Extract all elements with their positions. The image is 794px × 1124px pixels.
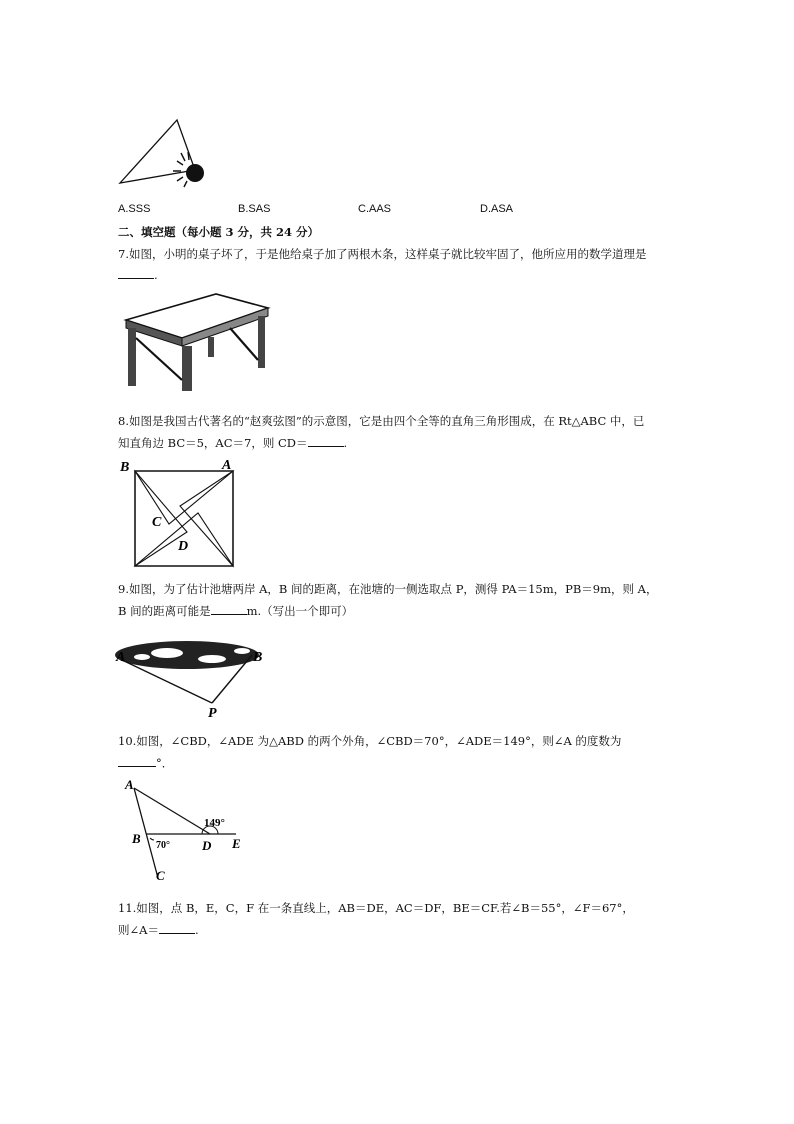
q9-line2-end: m.（写出一个即可）: [246, 604, 354, 618]
q11-line1: 11.如图，点 B，E，C，F 在一条直线上，AB＝DE，AC＝DF，BE＝CF.若∠B＝55°，∠F＝67°，: [118, 901, 634, 915]
q9-label-a: A: [116, 650, 126, 665]
q11-line2-text: 则∠A＝: [118, 923, 159, 937]
q10-label-d: D: [202, 838, 212, 853]
answer-blank: [159, 923, 195, 934]
q10-label-c: C: [156, 868, 165, 883]
q8-line1: 8.如图是我国古代著名的“赵爽弦图”的示意图，它是由四个全等的直角三角形围成，在 Rt△ABC 中，已: [118, 414, 645, 428]
q11-line2: [118, 922, 199, 938]
q10-label-b: B: [132, 831, 141, 846]
q7-table-figure: [118, 290, 278, 395]
q9-label-p: P: [208, 706, 217, 721]
q10-angle-70: 70°: [156, 840, 170, 851]
q8-line2: [118, 435, 347, 451]
q8-label-b: B: [120, 460, 130, 475]
answer-blank: [211, 604, 247, 615]
section-heading: 二、填空题（每小题 3 分，共 24 分）: [118, 225, 320, 239]
q9-line2: [118, 603, 353, 619]
q10-line1: 10.如图，∠CBD，∠ADE 为△ABD 的两个外角，∠CBD＝70°，∠ADE＝149°，则∠A 的度数为: [118, 734, 622, 748]
q8-zhaoshuang-figure: [118, 456, 238, 571]
q9-line2-start: B 间的距离可能是: [118, 604, 211, 618]
answer-blank: [118, 268, 154, 279]
q7-text: 7.如图，小明的桌子坏了，于是他给桌子加了两根木条，这样桌子就比较牢固了，他所应用的数学道理是: [118, 247, 647, 261]
answer-blank: [118, 756, 156, 767]
q9-line1: 9.如图，为了估计池塘两岸 A，B 间的距离，在池塘的一侧选取点 P，测得 PA＝15m，PB＝9m，则 A，: [118, 582, 658, 596]
q7-tail: .: [154, 268, 158, 282]
option-c: C.AAS: [358, 203, 392, 215]
option-d: D.ASA: [480, 203, 514, 215]
option-a: A.SSS: [118, 203, 151, 215]
q7-answer-line: [118, 268, 158, 282]
q10-tail: °．: [156, 756, 174, 770]
q10-label-a: A: [125, 777, 134, 792]
q6-triangle-figure: [115, 115, 215, 195]
q8-label-d: D: [178, 539, 189, 554]
q11-tail: .: [194, 923, 199, 937]
q9-pond-figure: [112, 633, 282, 721]
answer-blank: [308, 436, 344, 447]
q8-label-a: A: [222, 458, 232, 473]
q10-label-e: E: [232, 836, 241, 851]
q10-triangle-figure: [120, 776, 260, 886]
q9-label-b: B: [253, 650, 263, 665]
q8-tail: .: [343, 436, 348, 450]
q8-line2-text: 知直角边 BC＝5，AC＝7，则 CD＝: [118, 436, 308, 450]
option-b: B.SAS: [238, 203, 271, 215]
q10-line2: [118, 755, 173, 771]
q8-label-c: C: [152, 515, 162, 530]
q10-angle-149: 149°: [204, 817, 225, 829]
